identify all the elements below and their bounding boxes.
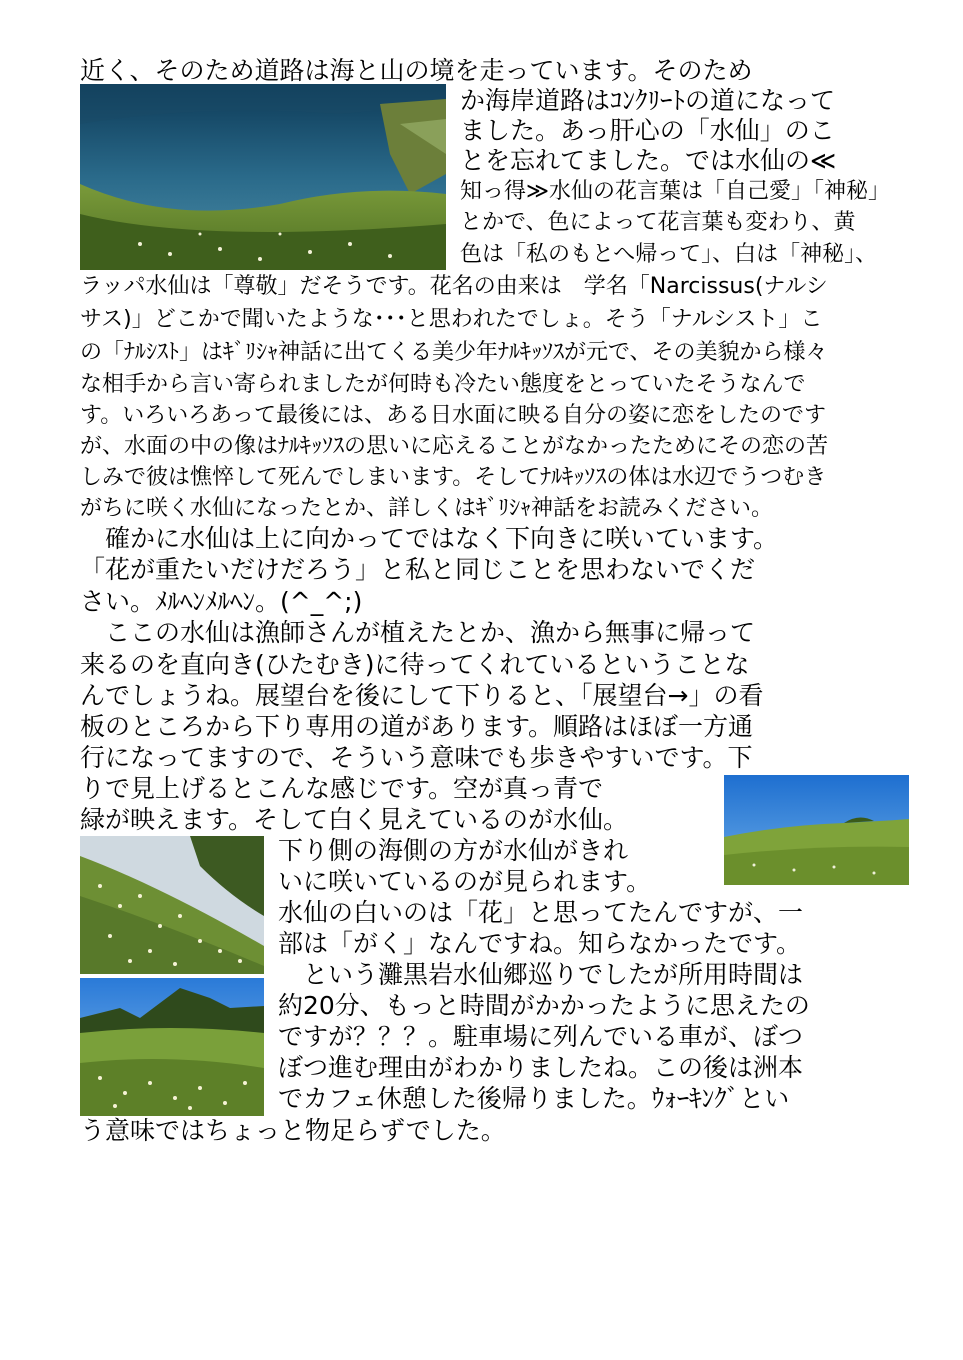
text-line: さい。ﾒﾙﾍﾝﾒﾙﾍﾝ。(^_^;) — [80, 587, 363, 616]
text-line: んでしょうね。展望台を後にして下りると、「展望台→」の看 — [80, 681, 764, 710]
text-line: か海岸道路はｺﾝｸﾘｰﾄの道になって — [460, 86, 836, 115]
photo-blue-sky-hill — [724, 775, 909, 885]
text-line: 確かに水仙は上に向かってではなく下向きに咲いています。 — [80, 524, 779, 553]
text-line: 知っ得≫水仙の花言葉は「自己愛」「神秘」 — [460, 179, 891, 204]
text-line: す。いろいろあって最後には、ある日水面に映る自分の姿に恋をしたのです — [80, 403, 827, 428]
photo-narcissus-slope — [80, 836, 264, 974]
text-line: 行になってますので、そういう意味でも歩きやすいです。下 — [80, 743, 753, 772]
text-line: う意味ではちょっと物足らずでした。 — [80, 1116, 506, 1145]
text-line: 来るのを直向き(ひたむき)に待ってくれているということな — [80, 650, 750, 679]
text-line: いに咲いているのが見られます。 — [278, 867, 652, 896]
text-line: りで見上げるとこんな感じです。空が真っ青で — [80, 774, 604, 803]
text-line: ました。あっ肝心の「水仙」のこ — [460, 116, 835, 145]
text-line: ラッパ水仙は「尊敬」だそうです。花名の由来は 学名「Narcissus(ナルシ — [80, 274, 828, 299]
text-line: ぼつ進む理由がわかりましたね。この後は洲本 — [278, 1053, 804, 1082]
text-line: の「ﾅﾙｼｽﾄ」はｷﾞﾘｼｬ神話に出てくる美少年ﾅﾙｷｯｿｽが元で、その美貌から様々 — [80, 340, 828, 365]
text-line: 緑が映えます。そして白く見えているのが水仙。 — [80, 805, 629, 834]
photo-coastal-cliff — [80, 84, 446, 270]
text-line: とを忘れてました。では水仙の≪ — [460, 146, 837, 175]
text-line: という灘黒岩水仙郷巡りでしたが所用時間は — [278, 960, 804, 989]
photo-narcissus-path — [80, 978, 264, 1116]
text-line: でカフェ休憩した後帰りました。ｳｫｰｷﾝｸﾞとい — [278, 1084, 790, 1113]
text-line: 部は「がく」なんですね。知らなかったです。 — [278, 929, 802, 958]
text-line: 水仙の白いのは「花」と思ってたんですが、一 — [278, 898, 804, 927]
text-line: 約20分、もっと時間がかかったように思えたの — [278, 991, 810, 1020]
text-line: ですが？？？。駐車場に列んでいる車が、ぼつ — [278, 1022, 804, 1051]
text-line: 下り側の海側の方が水仙がきれ — [278, 836, 629, 865]
text-line: 「花が重たいだけだろう」と私と同じことを思わないでくだ — [80, 555, 756, 584]
text-line: が、水面の中の像はﾅﾙｷｯｿｽの思いに応えることがなかったためにその恋の苦 — [80, 434, 829, 459]
text-line: とかで、色によって花言葉も変わり、黄 — [460, 210, 856, 235]
text-line: 近く、そのため道路は海と山の境を走っています。そのため — [80, 56, 753, 85]
text-line: 色は「私のもとへ帰って」、白は「神秘」、 — [460, 242, 878, 267]
text-line: しみで彼は憔悴して死んでしまいます。そしてﾅﾙｷｯｿｽの体は水辺でうつむき — [80, 465, 827, 490]
text-line: がちに咲く水仙になったとか、詳しくはｷﾞﾘｼｬ神話をお読みください。 — [80, 496, 774, 521]
text-line: 板のところから下り専用の道があります。順路はほぼ一方通 — [80, 712, 754, 741]
text-line: な相手から言い寄られましたが何時も冷たい態度をとっていたそうなんで — [80, 372, 806, 397]
text-line: ここの水仙は漁師さんが植えたとか、漁から無事に帰って — [80, 618, 756, 647]
text-line: サス)」どこかで聞いたような･･･と思われたでしょ。そう「ナルシスト」こ — [80, 307, 823, 332]
